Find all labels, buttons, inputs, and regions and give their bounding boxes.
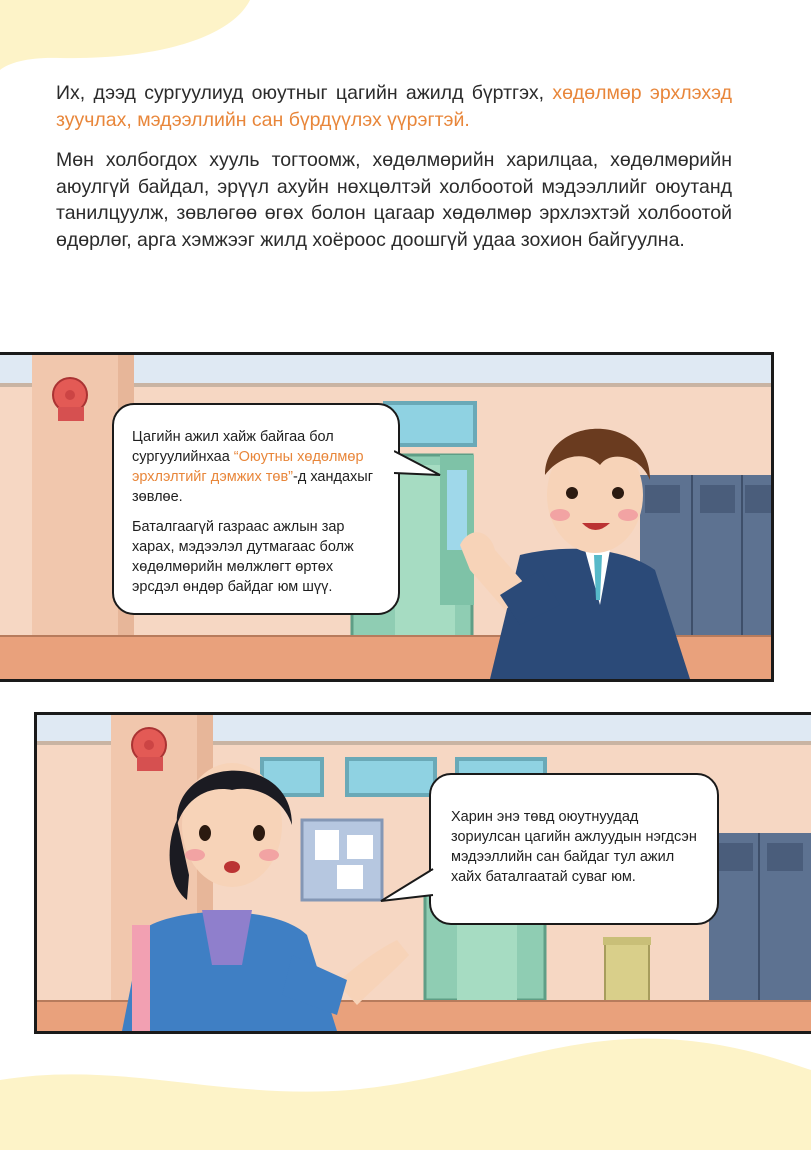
bubble-1-text-tail: -д хандахыг зөвлөе. — [132, 469, 373, 505]
panel-1-bubble-tail — [394, 447, 454, 487]
intro-p1-highlight: хөдөлмөр эрхлэхэд зуучлах, мэдээллийн сан бүрдүүлэх үүрэгтэй. — [56, 82, 732, 131]
bubble-1-paragraph-1 — [132, 427, 380, 507]
bubble-1-paragraph-2: Баталгаагүй газраас ажлын зар харах, мэдээлэл дутмагаас болж хөдөлмөрийн мөлжлөгт өртөх эрсдэл өндөр байдаг юм шүү. — [132, 519, 354, 595]
intro-p1-plain: Их, дээд сургуулиуд оюутныг цагийн ажилд бүртгэх, — [56, 82, 553, 104]
fire-alarm-bell-icon-2 — [132, 728, 166, 771]
bubble-2-text: Харин энэ төвд оюутнуудад зориулсан цагийн ажлуудын нэгдсэн мэдээллийн сан байдаг тул ажил хайх баталгаатай суваг юм. — [451, 809, 697, 885]
trash-bin-icon — [603, 937, 651, 1002]
intro-text-block — [56, 80, 732, 267]
fire-alarm-bell-icon — [53, 378, 87, 421]
comic-panel-1 — [0, 352, 774, 682]
panel-2-speech-bubble — [429, 773, 719, 925]
panel-1-speech-bubble — [112, 403, 400, 615]
bubble-1-text-plain: Цагийн ажил хайж байгаа бол сургуулийнхаа — [132, 429, 334, 465]
panel-2-bubble-tail — [377, 865, 437, 915]
intro-paragraph-1 — [56, 80, 732, 133]
bubble-1-text-highlight: “Оюутны хөдөлмөр эрхлэлтийг дэмжих төв” — [132, 449, 364, 485]
comic-panel-2 — [34, 712, 811, 1034]
intro-paragraph-2: Мөн холбогдох хууль тогтоомж, хөдөлмөрийн харилцаа, хөдөлмөрийн аюулгүй байдал, эрүүл ахуйн нөхцөлтэй холбоотой мэдээллийг оюутанд танилцуулж, зөвлөгөө өгөх болон цагаар хөдөлмөр эрхлэхтэй холбоотой өдөрлөг, арга хэмжээг жилд хоёроос доошгүй удаа зохион байгуулна. — [56, 149, 732, 251]
